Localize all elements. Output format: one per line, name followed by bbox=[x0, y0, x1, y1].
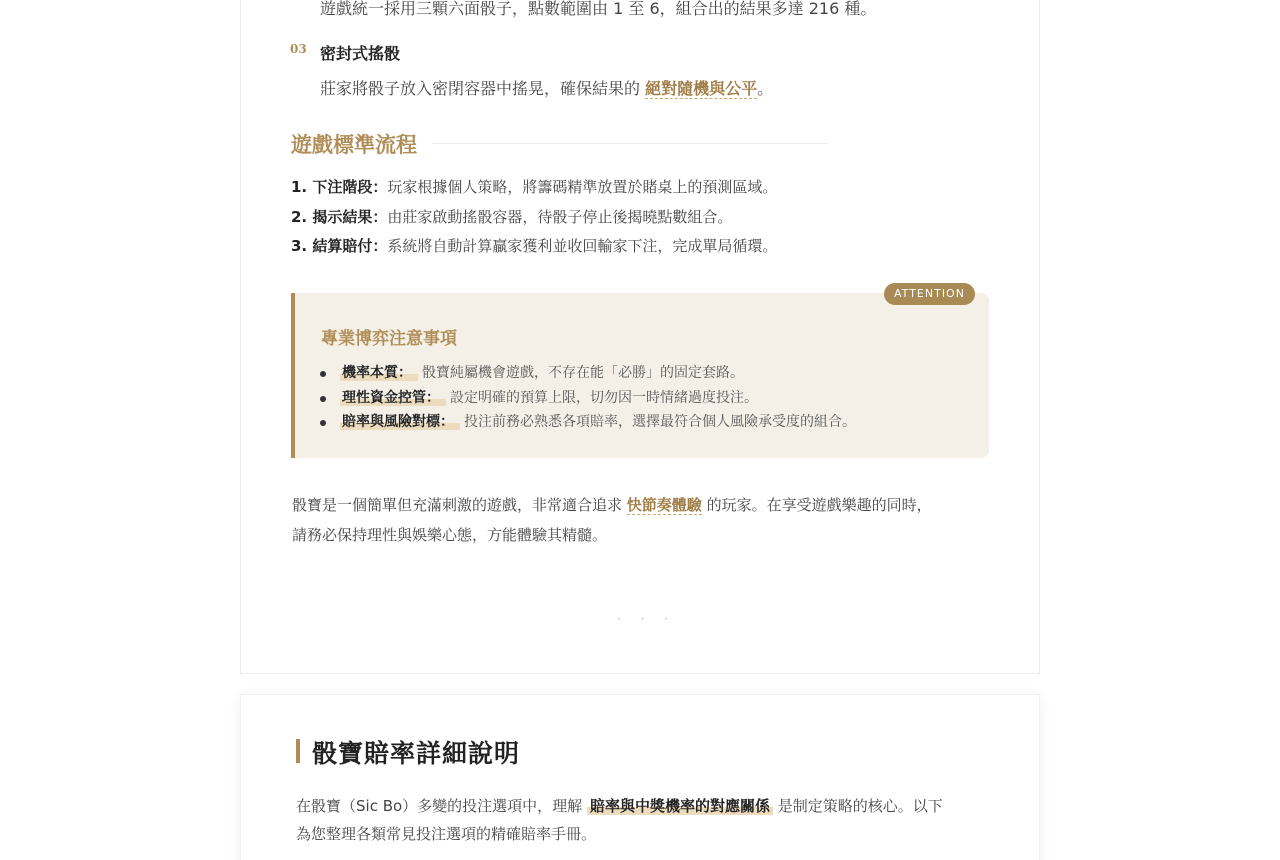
odds-intro-highlight: 賠率與中獎機率的對應關係 bbox=[587, 797, 773, 815]
flow-item bbox=[291, 176, 777, 206]
flow-list bbox=[291, 176, 777, 265]
attention-item-text: 骰寶純屬機會遊戲，不存在能「必勝」的固定套路。 bbox=[422, 365, 744, 381]
odds-intro-line-2: 為您整理各類常見投注選項的精確賠率手冊。 bbox=[296, 825, 597, 843]
flow-item-label: 3. 結算賠付： bbox=[291, 237, 388, 255]
step-number: 03 bbox=[290, 42, 307, 56]
dice-description: 遊戲統一採用三顆六面骰子，點數範圍由 1 至 6，組合出的結果多達 216 種。 bbox=[320, 0, 877, 18]
summary-line-1 bbox=[292, 494, 932, 515]
odds-intro-line-1 bbox=[296, 795, 943, 816]
section-title-flow: 遊戲標準流程 bbox=[291, 133, 417, 157]
summary-text-end: 的玩家。在享受遊戲樂趣的同時， bbox=[701, 496, 932, 514]
step-highlight: 絕對隨機與公平 bbox=[645, 79, 758, 98]
attention-item bbox=[320, 362, 856, 387]
step-desc-text: 莊家將骰子放入密閉容器中搖晃，確保結果的 bbox=[320, 79, 646, 98]
step-desc-end: 。 bbox=[757, 79, 774, 98]
odds-section-title: 骰寶賠率詳細說明 bbox=[312, 739, 521, 768]
section-divider-line bbox=[432, 143, 828, 144]
flow-item-label: 1. 下注階段： bbox=[291, 178, 388, 196]
attention-item bbox=[320, 387, 856, 412]
summary-highlight: 快節奏體驗 bbox=[626, 496, 702, 514]
attention-list bbox=[320, 362, 856, 436]
attention-item-text: 投注前務必熟悉各項賠率，選擇最符合個人風險承受度的組合。 bbox=[464, 414, 856, 430]
section-dots-divider: · · · bbox=[617, 612, 677, 626]
attention-title: 專業博弈注意事項 bbox=[321, 329, 457, 349]
summary-text: 骰寶是一個簡單但充滿刺激的遊戲，非常適合追求 bbox=[292, 496, 627, 514]
attention-item-text: 設定明確的預算上限，切勿因一時情緒過度投注。 bbox=[450, 389, 758, 406]
flow-item-text: 由莊家啟動搖骰容器，待骰子停止後揭曉點數組合。 bbox=[387, 207, 733, 226]
flow-item-text: 玩家根據個人策略，將籌碼精準放置於賭桌上的預測區域。 bbox=[387, 178, 778, 196]
title-accent-bar bbox=[296, 739, 300, 763]
flow-item bbox=[291, 206, 777, 236]
odds-intro-text-end: 是制定策略的核心。以下 bbox=[772, 797, 943, 815]
summary-line-2: 請務必保持理性與娛樂心態，方能體驗其精髓。 bbox=[292, 526, 608, 544]
attention-badge: ATTENTION bbox=[884, 283, 975, 305]
flow-item-text: 系統將自動計算贏家獲利並收回輸家下注，完成單局循環。 bbox=[387, 237, 778, 255]
odds-intro-text: 在骰寶（Sic Bo）多變的投注選項中，理解 bbox=[296, 797, 587, 815]
flow-item-label: 2. 揭示結果： bbox=[291, 207, 388, 226]
attention-item-label: 機率本質： bbox=[340, 365, 418, 381]
attention-item bbox=[320, 411, 856, 436]
step-title: 密封式搖骰 bbox=[320, 44, 401, 63]
attention-item-label: 賠率與風險對標： bbox=[340, 414, 460, 430]
attention-item-label: 理性資金控管： bbox=[340, 390, 446, 406]
step-description bbox=[320, 76, 773, 99]
flow-item bbox=[291, 235, 777, 265]
